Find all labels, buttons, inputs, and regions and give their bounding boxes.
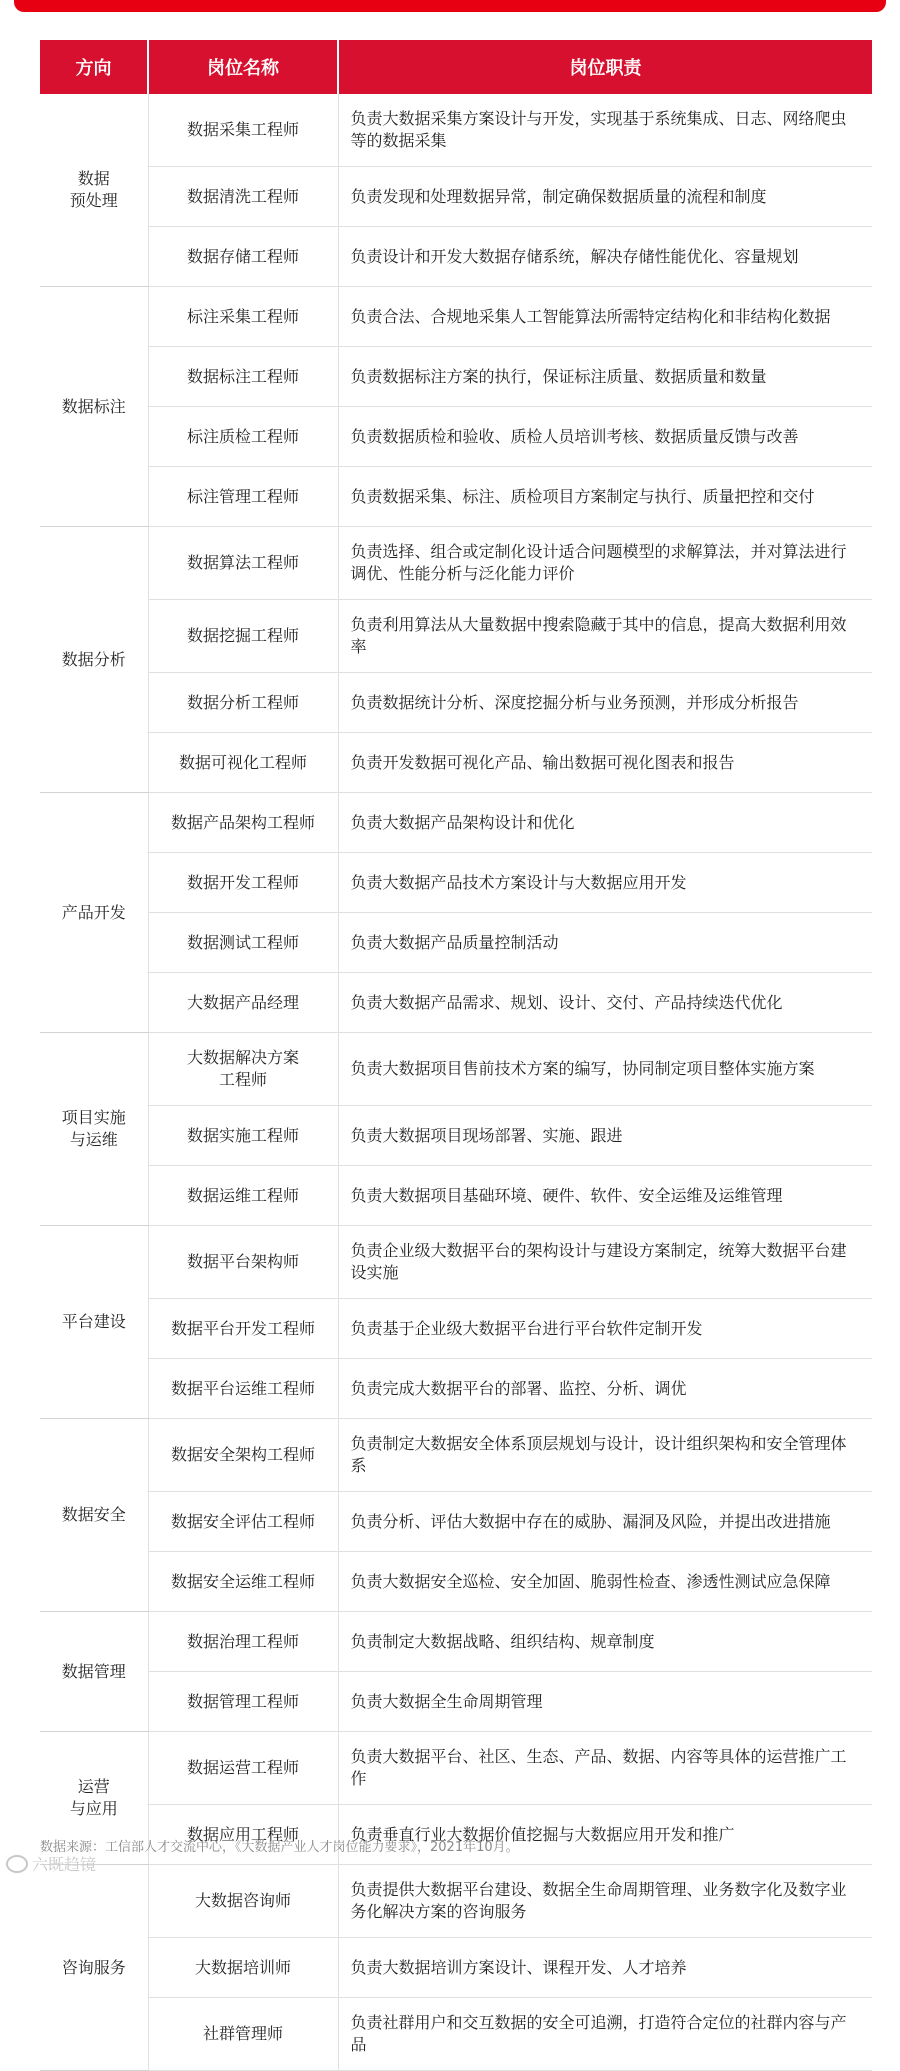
table-row: [40, 1938, 872, 1998]
position-name-cell: 标注质检工程师: [148, 407, 338, 467]
position-duty-cell: 负责设计和开发大数据存储系统，解决存储性能优化、容量规划: [338, 227, 872, 287]
position-name-cell: 数据存储工程师: [148, 227, 338, 287]
source-note: 数据来源：工信部人才交流中心，《大数据产业人才岗位能力要求》，2021年10月。: [40, 1840, 519, 1855]
header-position-duty: 岗位职责: [338, 40, 872, 94]
table-row: [40, 1805, 872, 1865]
position-duty-cell: 负责分析、评估大数据中存在的威胁、漏洞及风险，并提出改进措施: [338, 1492, 872, 1552]
position-name-cell: 数据采集工程师: [148, 94, 338, 167]
table-row: [40, 1226, 872, 1299]
position-name-cell: 数据管理工程师: [148, 1672, 338, 1732]
table-row: [40, 1419, 872, 1492]
table-row: [40, 973, 872, 1033]
position-name-cell: 数据清洗工程师: [148, 167, 338, 227]
table-row: [40, 1359, 872, 1419]
position-duty-cell: 负责大数据全生命周期管理: [338, 1672, 872, 1732]
position-name-cell: 数据应用工程师: [148, 1805, 338, 1865]
table-row: [40, 1166, 872, 1226]
table-row: [40, 407, 872, 467]
table-row: [40, 94, 872, 167]
direction-cell: 运营 与应用: [40, 1732, 148, 1865]
position-duty-cell: 负责大数据项目现场部署、实施、跟进: [338, 1106, 872, 1166]
watermark-text: 六既趋镜: [32, 1855, 97, 1874]
table-row: [40, 1998, 872, 2071]
position-duty-cell: 负责大数据安全巡检、安全加固、脆弱性检查、渗透性测试应急保障: [338, 1552, 872, 1612]
position-name-cell: 大数据培训师: [148, 1938, 338, 1998]
position-duty-cell: 负责制定大数据安全体系顶层规划与设计，设计组织架构和安全管理体系: [338, 1419, 872, 1492]
top-red-bar: [14, 0, 886, 12]
position-duty-cell: 负责数据统计分析、深度挖掘分析与业务预测，并形成分析报告: [338, 673, 872, 733]
position-name-cell: 标注管理工程师: [148, 467, 338, 527]
position-name-cell: 大数据解决方案 工程师: [148, 1033, 338, 1106]
table-row: [40, 1492, 872, 1552]
table-row: [40, 167, 872, 227]
job-roles-table: [40, 40, 872, 2071]
header-position-name: 岗位名称: [148, 40, 338, 94]
table-row: [40, 913, 872, 973]
position-name-cell: 大数据产品经理: [148, 973, 338, 1033]
position-name-cell: 数据平台运维工程师: [148, 1359, 338, 1419]
position-duty-cell: 负责大数据项目售前技术方案的编写，协同制定项目整体实施方案: [338, 1033, 872, 1106]
table-row: [40, 1732, 872, 1805]
position-name-cell: 数据实施工程师: [148, 1106, 338, 1166]
direction-cell: 数据安全: [40, 1419, 148, 1612]
position-duty-cell: 负责社群用户和交互数据的安全可追溯，打造符合定位的社群内容与产品: [338, 1998, 872, 2071]
table-row: [40, 1672, 872, 1732]
position-duty-cell: 负责数据标注方案的执行，保证标注质量、数据质量和数量: [338, 347, 872, 407]
table-row: [40, 527, 872, 600]
direction-cell: 数据标注: [40, 287, 148, 527]
table-row: [40, 793, 872, 853]
table-row: [40, 347, 872, 407]
position-duty-cell: 负责大数据产品技术方案设计与大数据应用开发: [338, 853, 872, 913]
table-row: [40, 1106, 872, 1166]
position-duty-cell: 负责大数据产品质量控制活动: [338, 913, 872, 973]
top-banner: [0, 0, 900, 14]
position-name-cell: 标注采集工程师: [148, 287, 338, 347]
direction-cell: 数据 预处理: [40, 94, 148, 287]
position-duty-cell: 负责数据采集、标注、质检项目方案制定与执行、质量把控和交付: [338, 467, 872, 527]
position-name-cell: 数据标注工程师: [148, 347, 338, 407]
position-name-cell: 数据运维工程师: [148, 1166, 338, 1226]
direction-cell: 咨询服务: [40, 1865, 148, 2071]
table-row: [40, 600, 872, 673]
header-direction: 方向: [40, 40, 148, 94]
position-name-cell: 数据测试工程师: [148, 913, 338, 973]
position-duty-cell: 负责大数据培训方案设计、课程开发、人才培养: [338, 1938, 872, 1998]
position-name-cell: 数据开发工程师: [148, 853, 338, 913]
position-name-cell: 数据挖掘工程师: [148, 600, 338, 673]
position-duty-cell: 负责提供大数据平台建设、数据全生命周期管理、业务数字化及数字业务化解决方案的咨询服务: [338, 1865, 872, 1938]
position-duty-cell: 负责数据质检和验收、质检人员培训考核、数据质量反馈与改善: [338, 407, 872, 467]
table-row: [40, 673, 872, 733]
position-name-cell: 数据运营工程师: [148, 1732, 338, 1805]
table-row: [40, 467, 872, 527]
position-duty-cell: 负责大数据平台、社区、生态、产品、数据、内容等具体的运营推广工作: [338, 1732, 872, 1805]
direction-cell: 数据分析: [40, 527, 148, 793]
position-duty-cell: 负责大数据产品架构设计和优化: [338, 793, 872, 853]
table-row: [40, 1552, 872, 1612]
watermark-logo-icon: [6, 1855, 28, 1873]
position-duty-cell: 负责制定大数据战略、组织结构、规章制度: [338, 1612, 872, 1672]
position-name-cell: 数据安全架构工程师: [148, 1419, 338, 1492]
position-name-cell: 数据算法工程师: [148, 527, 338, 600]
table-row: [40, 227, 872, 287]
position-duty-cell: 负责大数据产品需求、规划、设计、交付、产品持续迭代优化: [338, 973, 872, 1033]
position-name-cell: 社群管理师: [148, 1998, 338, 2071]
table-row: [40, 287, 872, 347]
position-name-cell: 数据产品架构工程师: [148, 793, 338, 853]
table-header-row: [40, 40, 872, 94]
position-name-cell: 数据安全评估工程师: [148, 1492, 338, 1552]
table-body: [40, 94, 872, 2071]
position-duty-cell: 负责基于企业级大数据平台进行平台软件定制开发: [338, 1299, 872, 1359]
table-row: [40, 1299, 872, 1359]
position-duty-cell: 负责大数据采集方案设计与开发，实现基于系统集成、日志、网络爬虫等的数据采集: [338, 94, 872, 167]
position-name-cell: 数据治理工程师: [148, 1612, 338, 1672]
direction-cell: 项目实施 与运维: [40, 1033, 148, 1226]
table-row: [40, 1865, 872, 1938]
direction-cell: 平台建设: [40, 1226, 148, 1419]
table-row: [40, 1612, 872, 1672]
table-row: [40, 733, 872, 793]
position-duty-cell: 负责发现和处理数据异常，制定确保数据质量的流程和制度: [338, 167, 872, 227]
position-duty-cell: 负责企业级大数据平台的架构设计与建设方案制定，统筹大数据平台建设实施: [338, 1226, 872, 1299]
table-row: [40, 853, 872, 913]
position-name-cell: 数据平台开发工程师: [148, 1299, 338, 1359]
position-name-cell: 数据可视化工程师: [148, 733, 338, 793]
table-row: [40, 1033, 872, 1106]
position-name-cell: 数据安全运维工程师: [148, 1552, 338, 1612]
position-name-cell: 数据平台架构师: [148, 1226, 338, 1299]
position-duty-cell: 负责大数据项目基础环境、硬件、软件、安全运维及运维管理: [338, 1166, 872, 1226]
position-duty-cell: 负责合法、合规地采集人工智能算法所需特定结构化和非结构化数据: [338, 287, 872, 347]
position-duty-cell: 负责垂直行业大数据价值挖掘与大数据应用开发和推广: [338, 1805, 872, 1865]
position-duty-cell: 负责完成大数据平台的部署、监控、分析、调优: [338, 1359, 872, 1419]
position-name-cell: 数据分析工程师: [148, 673, 338, 733]
watermark: [6, 1852, 96, 1875]
position-duty-cell: 负责开发数据可视化产品、输出数据可视化图表和报告: [338, 733, 872, 793]
direction-cell: 数据管理: [40, 1612, 148, 1732]
direction-cell: 产品开发: [40, 793, 148, 1033]
position-duty-cell: 负责利用算法从大量数据中搜索隐藏于其中的信息，提高大数据利用效率: [338, 600, 872, 673]
position-name-cell: 大数据咨询师: [148, 1865, 338, 1938]
position-duty-cell: 负责选择、组合或定制化设计适合问题模型的求解算法，并对算法进行调优、性能分析与泛化能力评价: [338, 527, 872, 600]
